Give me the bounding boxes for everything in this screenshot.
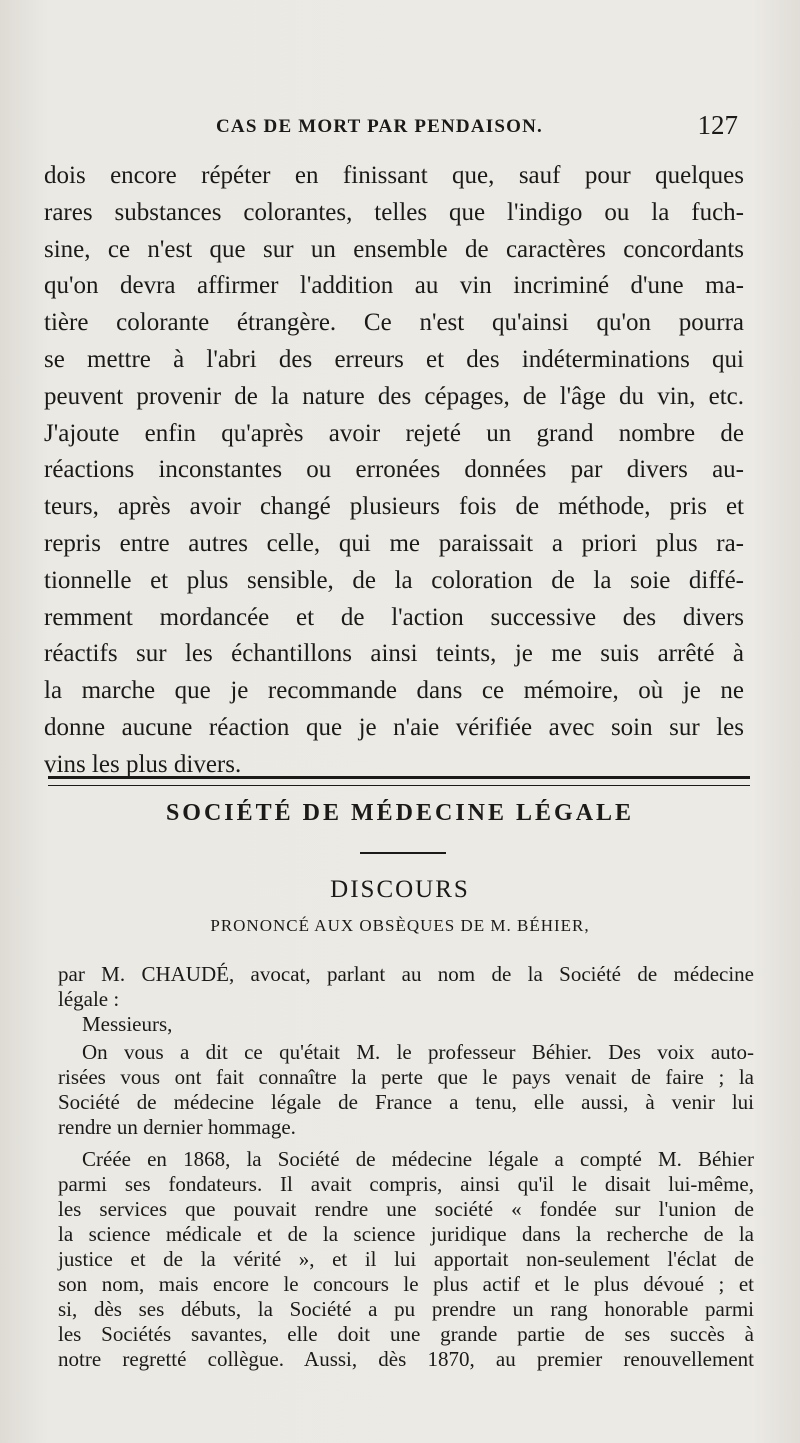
text-line: remment mordancée et de l'action successive des divers bbox=[44, 603, 744, 631]
page-number: 127 bbox=[697, 110, 738, 140]
text-line: la marche que je recommande dans ce mémoire, où je ne bbox=[44, 677, 744, 705]
text-line: tionnelle et plus sensible, de la coloration de la soie diffé- bbox=[44, 566, 744, 594]
speech-line: si, dès ses débuts, la Société a pu prendre un rang honorable parmi bbox=[58, 1297, 754, 1321]
speech-line: rendre un dernier hommage. bbox=[58, 1115, 296, 1139]
body-paragraph bbox=[44, 158, 744, 784]
speech-line: les Sociétés savantes, elle doit une grande partie de ses succès à bbox=[58, 1322, 754, 1346]
speech-line: notre regretté collègue. Aussi, dès 1870, au premier renouvellement bbox=[58, 1347, 754, 1371]
text-line: réactions inconstantes ou erronées données par divers au- bbox=[44, 456, 744, 484]
speech-line: Société de médecine légale de France a tenu, elle aussi, à venir lui bbox=[58, 1090, 754, 1114]
speech-intro-line: par M. CHAUDÉ, avocat, parlant au nom de la Société de médecine bbox=[58, 962, 754, 986]
text-line: sine, ce n'est que sur un ensemble de caractères concordants bbox=[44, 235, 744, 263]
speech-line: Créée en 1868, la Société de médecine légale a compté M. Béhier bbox=[82, 1147, 754, 1171]
text-line: tière colorante étrangère. Ce n'est qu'ainsi qu'on pourra bbox=[44, 309, 744, 337]
speech-intro-line: légale : bbox=[58, 987, 120, 1011]
speech-line: son nom, mais encore le concours le plus actif et le plus dévoué ; et bbox=[58, 1272, 754, 1296]
text-line: réactifs sur les échantillons ainsi teints, je me suis arrêté à bbox=[44, 640, 744, 668]
text-line: repris entre autres celle, qui me paraissait a priori plus ra- bbox=[44, 529, 744, 557]
section-title: SOCIÉTÉ DE MÉDECINE LÉGALE bbox=[165, 800, 635, 826]
text-line: J'ajoute enfin qu'après avoir rejeté un grand nombre de bbox=[44, 419, 744, 447]
discours-heading: DISCOURS bbox=[330, 876, 470, 903]
speech-line: parmi ses fondateurs. Il avait compris, ainsi qu'il le disait lui-même, bbox=[58, 1172, 754, 1196]
speech-greeting: Messieurs, bbox=[82, 1012, 173, 1036]
text-line: qu'on devra affirmer l'addition au vin incriminé d'une ma- bbox=[44, 272, 744, 300]
text-line: vins les plus divers. bbox=[44, 750, 242, 778]
text-line: teurs, après avoir changé plusieurs fois de méthode, pris et bbox=[44, 493, 744, 521]
discours-subheading: PRONONCÉ AUX OBSÈQUES DE M. BÉHIER, bbox=[210, 916, 590, 935]
short-divider bbox=[360, 852, 446, 854]
text-line: rares substances colorantes, telles que l'indigo ou la fuch- bbox=[44, 198, 744, 226]
text-line: dois encore répéter en finissant que, sauf pour quelques bbox=[44, 162, 744, 189]
page-header bbox=[48, 110, 738, 146]
speech-line: risées vous ont fait connaître la perte que le pays venait de faire ; la bbox=[58, 1065, 754, 1089]
speech-line: justice et de la vérité », et il lui apportait non-seulement l'éclat de bbox=[58, 1247, 754, 1271]
speech-line: les services que pouvait rendre une société « fondée sur l'union de bbox=[58, 1197, 754, 1221]
speech-line: On vous a dit ce qu'était M. le professeur Béhier. Des voix auto- bbox=[82, 1040, 754, 1064]
text-line: se mettre à l'abri des erreurs et des indéterminations qui bbox=[44, 345, 744, 373]
text-line: donne aucune réaction que je n'aie vérifiée avec soin sur les bbox=[44, 713, 744, 741]
speech-line: la science médicale et de la science juridique dans la recherche de la bbox=[58, 1222, 754, 1246]
speech-text bbox=[58, 962, 754, 1372]
running-title: CAS DE MORT PAR PENDAISON. bbox=[216, 116, 543, 137]
text-line: peuvent provenir de la nature des cépages, de l'âge du vin, etc. bbox=[44, 382, 744, 410]
section-divider bbox=[48, 776, 750, 786]
